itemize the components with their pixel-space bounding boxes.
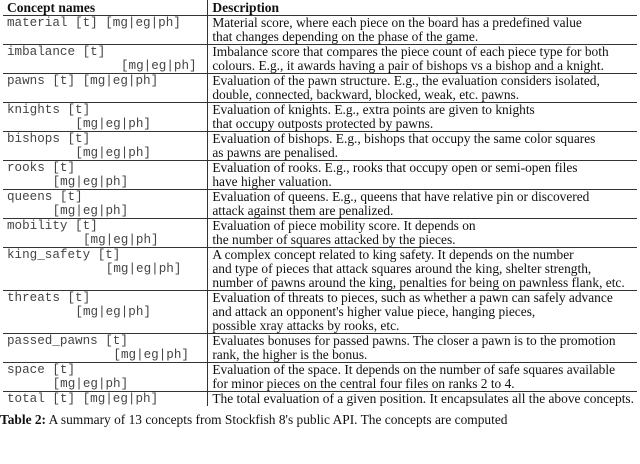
description-line: for minor pieces on the central four files on ranks 2 to 4. [212,376,515,391]
description-cell [208,190,637,219]
concept-name: [mg|eg|ph] [121,59,197,73]
concept-name: queens [t] [7,190,83,204]
concept-name-cell [3,363,208,392]
table-row [3,291,637,334]
description-line: as pawns are penalised. [212,145,339,160]
table-row [3,334,637,363]
concept-name-cell [3,45,208,74]
table-row [3,132,637,161]
description-cell [208,248,637,291]
concept-name: [mg|eg|ph] [52,204,129,218]
description-line: Evaluates bonuses for passed pawns. The closer a pawn is to the promotion [212,333,616,348]
description-cell [208,363,637,392]
header-concept-names: Concept names [3,0,208,16]
concept-name: [mg|eg|ph] [105,262,182,276]
concept-name: bishops [t] [7,132,91,146]
concept-name: total [t] [mg|eg|ph] [7,392,159,406]
concept-name: threats [t] [7,291,91,305]
table-row [3,45,637,74]
description-cell [208,74,637,103]
concept-name: [mg|eg|ph] [75,146,151,160]
description-line: Evaluation of the pawn structure. E.g., the evaluation considers isolated, [212,73,600,88]
description-line: Evaluation of rooks. E.g., rooks that occupy open or semi-open files [212,160,578,175]
caption-text: A summary of 13 concepts from Stockfish 8's public API. The concepts are computed [48,412,508,427]
table-row [3,363,637,392]
concept-name-cell [3,291,208,334]
description-line: rank, the higher is the bonus. [212,347,368,362]
table-row [3,161,637,190]
concept-name-cell [3,190,208,219]
description-line: that occupy outposts protected by pawns. [212,116,434,131]
description-cell [208,291,637,334]
description-line: that changes depending on the phase of the game. [212,29,479,44]
concept-name: [mg|eg|ph] [75,117,151,131]
description-line: Evaluation of the space. It depends on the number of safe squares available [212,362,616,377]
header-description: Description [208,0,637,16]
description-cell [208,334,637,363]
description-cell [208,45,637,74]
table-row [3,16,637,45]
concept-name: [mg|eg|ph] [83,233,159,247]
description-cell [208,132,637,161]
caption-label: Table 2: [0,412,47,427]
description-line: and type of pieces that attack squares around the king, shelter strength, [212,261,592,276]
description-line: have higher valuation. [212,174,332,189]
description-line: Evaluation of knights. E.g., extra points are given to knights [212,102,535,117]
concept-name: knights [t] [7,103,91,117]
description-line: attack against them are penalized. [212,203,394,218]
concept-name: [mg|eg|ph] [113,348,189,362]
concept-name-cell [3,248,208,291]
description-line: the number of squares attacked by the pieces. [212,232,456,247]
description-line: number of pawns around the king, penalties for being on pawnless flank, etc. [212,275,625,290]
table-row [3,248,637,291]
concept-name: passed_pawns [t] [7,334,128,348]
concept-name-cell [3,334,208,363]
concept-name-cell [3,132,208,161]
table-row [3,392,637,407]
description-line: The total evaluation of a given position. It encapsulates all the above concepts. [212,391,634,406]
concept-name: [mg|eg|ph] [75,305,151,319]
concept-name: rooks [t] [7,161,76,175]
description-cell [208,161,637,190]
concepts-table [3,0,637,406]
concept-name-cell [3,74,208,103]
concept-name-cell [3,392,208,407]
description-cell [208,219,637,248]
description-cell [208,392,637,407]
description-line: and attack an opponent's higher value piece, hanging pieces, [212,304,536,319]
concept-name: imbalance [t] [7,45,106,59]
concept-name: pawns [t] [mg|eg|ph] [7,74,159,88]
table-header-row [3,0,637,16]
description-line: Evaluation of threats to pieces, such as whether a pawn can safely advance [212,290,613,305]
description-cell [208,103,637,132]
description-line: double, connected, backward, blocked, weak, etc. pawns. [212,87,520,102]
concept-name-cell [3,219,208,248]
description-line: colours. E.g., it awards having a pair of bishops vs a bishop and a knight. [212,58,604,73]
concept-name-cell [3,161,208,190]
description-line: Evaluation of bishops. E.g., bishops that occupy the same color squares [212,131,596,146]
concept-name: king_safety [t] [7,248,121,262]
concept-name: mobility [t] [7,219,98,233]
concept-name-cell [3,103,208,132]
concept-name-cell [3,16,208,45]
table-row [3,74,637,103]
concept-name: [mg|eg|ph] [52,175,129,189]
description-line: A complex concept related to king safety. It depends on the number [212,247,574,262]
description-line: Evaluation of queens. E.g., queens that have relative pin or discovered [212,189,590,204]
description-line: Material score, where each piece on the board has a predefined value [212,15,582,30]
table-body [3,16,637,407]
table-row [3,219,637,248]
concept-name: [mg|eg|ph] [52,377,129,391]
description-line: possible xray attacks by rooks, etc. [212,318,400,333]
concept-name: space [t] [7,363,76,377]
description-line: Evaluation of piece mobility score. It depends on [212,218,476,233]
table-caption [0,412,640,427]
description-cell [208,16,637,45]
table-row [3,103,637,132]
description-line: Imbalance score that compares the piece count of each piece type for both [212,44,609,59]
concept-name: material [t] [mg|eg|ph] [7,16,181,30]
table-row [3,190,637,219]
